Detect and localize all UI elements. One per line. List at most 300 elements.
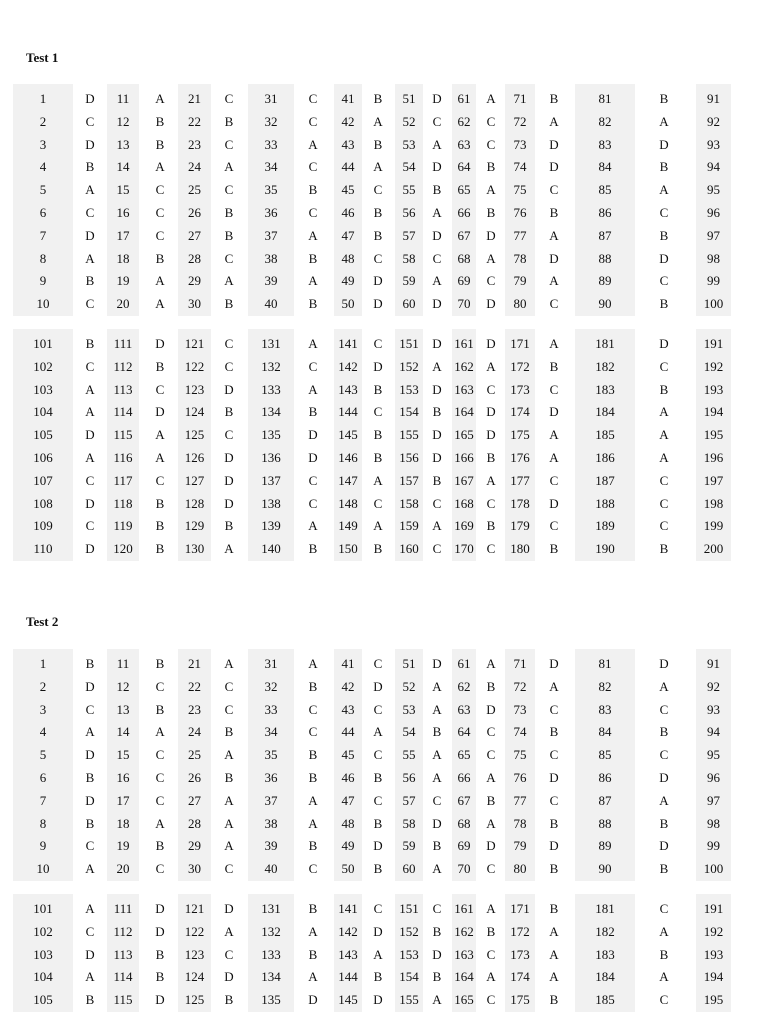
answer-letter: A xyxy=(549,969,559,985)
question-number: 47 xyxy=(341,792,355,808)
answer-letter: A xyxy=(486,901,496,916)
answer-letter: B xyxy=(155,358,165,374)
answer-letter: C xyxy=(308,91,318,106)
question-number: 25 xyxy=(188,182,201,198)
question-number: 83 xyxy=(598,701,612,717)
answer-letter: D xyxy=(373,838,383,854)
answer-letter: A xyxy=(308,815,318,831)
answer-letter: B xyxy=(659,541,669,557)
answer-letter: A xyxy=(308,136,318,152)
question-number: 64 xyxy=(457,724,471,740)
question-number: 58 xyxy=(402,250,416,266)
question-number: 78 xyxy=(513,250,527,266)
question-number: 8 xyxy=(39,250,47,266)
answer-letter: A xyxy=(155,450,165,465)
answer-letter: D xyxy=(659,336,669,351)
answer-letter: B xyxy=(432,969,442,985)
answer-letter: D xyxy=(308,427,318,443)
answer-letter: C xyxy=(373,336,383,351)
question-number: 85 xyxy=(598,182,612,198)
answer-letter: C xyxy=(308,159,318,175)
question-number: 30 xyxy=(188,861,201,877)
question-number: 59 xyxy=(402,273,416,289)
answer-letter: C xyxy=(486,381,496,397)
answer-letter: D xyxy=(373,678,383,694)
answer-letter: C xyxy=(373,250,383,266)
question-number: 143 xyxy=(338,946,358,962)
answer-letter: C xyxy=(432,495,442,511)
answer-letter: C xyxy=(659,205,669,220)
question-number: 131 xyxy=(261,336,281,351)
question-number: 141 xyxy=(338,336,358,351)
question-number: 147 xyxy=(338,472,358,488)
question-number: 142 xyxy=(338,358,358,374)
question-number: 41 xyxy=(341,91,355,106)
answer-letter: A xyxy=(659,678,669,694)
question-number: 122 xyxy=(184,923,205,939)
question-number: 191 xyxy=(703,901,724,916)
answer-letter: B xyxy=(224,404,234,420)
answer-letter: A xyxy=(486,815,496,831)
question-number: 172 xyxy=(510,358,530,374)
answer-letter: A xyxy=(432,358,442,374)
answer-letter: D xyxy=(224,901,234,916)
answer-letter: D xyxy=(85,946,95,962)
question-number: 68 xyxy=(457,250,471,266)
answer-letter: B xyxy=(549,861,559,877)
answer-letter: D xyxy=(549,136,559,152)
question-number: 98 xyxy=(707,815,720,831)
question-number: 124 xyxy=(184,404,205,420)
question-number: 9 xyxy=(39,838,47,854)
question-number: 163 xyxy=(454,381,474,397)
question-number: 51 xyxy=(402,91,416,106)
answer-letter: B xyxy=(659,861,669,877)
question-number: 19 xyxy=(116,838,130,854)
question-number: 61 xyxy=(457,656,471,671)
answer-letter: B xyxy=(85,656,95,671)
question-number: 86 xyxy=(598,205,612,220)
question-number: 133 xyxy=(261,946,281,962)
answer-letter: A xyxy=(224,273,234,289)
question-number: 104 xyxy=(33,404,53,420)
answer-letter: B xyxy=(155,518,165,534)
answer-letter: A xyxy=(549,923,559,939)
question-number: 90 xyxy=(598,861,612,877)
answer-letter: A xyxy=(659,427,669,443)
question-number: 11 xyxy=(116,656,130,671)
answer-letter: C xyxy=(486,273,496,289)
question-number: 49 xyxy=(341,838,355,854)
question-number: 102 xyxy=(33,358,53,374)
question-number: 167 xyxy=(454,472,474,488)
answer-letter: A xyxy=(308,227,318,243)
answer-letter: B xyxy=(308,541,318,557)
answer-letter: C xyxy=(224,136,234,152)
question-number: 28 xyxy=(188,815,201,831)
question-number: 57 xyxy=(402,792,416,808)
answer-letter: C xyxy=(373,404,383,420)
answer-letter: C xyxy=(308,724,318,740)
answer-letter: B xyxy=(432,472,442,488)
question-number: 187 xyxy=(595,472,615,488)
question-number: 135 xyxy=(261,992,281,1008)
answer-letter: D xyxy=(659,770,669,785)
answer-letter: B xyxy=(155,969,165,985)
answer-letter: B xyxy=(486,518,496,534)
question-number: 103 xyxy=(33,381,53,397)
question-number: 120 xyxy=(113,541,133,557)
answer-letter: D xyxy=(373,358,383,374)
question-number: 193 xyxy=(703,381,724,397)
question-number: 173 xyxy=(510,946,530,962)
question-number: 27 xyxy=(188,227,201,243)
answer-letter: A xyxy=(308,518,318,534)
question-number: 159 xyxy=(399,518,419,534)
question-number: 124 xyxy=(184,969,205,985)
question-number: 92 xyxy=(707,678,720,694)
answer-letter: B xyxy=(549,358,559,374)
question-number: 58 xyxy=(402,815,416,831)
answer-letter: C xyxy=(432,250,442,266)
question-number: 34 xyxy=(264,724,278,740)
answer-letter: A xyxy=(155,724,165,740)
question-number: 183 xyxy=(595,946,615,962)
question-number: 16 xyxy=(116,205,130,220)
answer-letter: D xyxy=(224,381,234,397)
answer-letter: A xyxy=(224,747,234,763)
answer-letter: A xyxy=(549,336,559,351)
answer-letter: A xyxy=(373,946,383,962)
question-number: 91 xyxy=(707,656,720,671)
answer-letter: D xyxy=(549,656,559,671)
question-number: 33 xyxy=(264,701,278,717)
question-number: 69 xyxy=(457,838,471,854)
answer-letter: A xyxy=(486,91,496,106)
question-number: 21 xyxy=(188,656,201,671)
question-number: 69 xyxy=(457,273,471,289)
question-number: 121 xyxy=(184,336,205,351)
answer-letter: A xyxy=(85,861,95,877)
question-number: 6 xyxy=(39,770,47,785)
question-number: 185 xyxy=(595,992,615,1008)
answer-letter: D xyxy=(85,91,95,106)
question-number: 72 xyxy=(513,678,527,694)
answer-letter: A xyxy=(155,159,165,175)
answer-letter: C xyxy=(659,495,669,511)
answer-letter: D xyxy=(224,450,234,465)
question-number: 180 xyxy=(510,541,530,557)
question-number: 105 xyxy=(33,992,53,1008)
answer-letter: A xyxy=(224,656,234,671)
question-number: 162 xyxy=(454,358,474,374)
answer-letter: C xyxy=(549,701,559,717)
question-number: 115 xyxy=(113,992,133,1008)
question-number: 76 xyxy=(513,770,527,785)
question-number: 86 xyxy=(598,770,612,785)
question-number: 62 xyxy=(457,678,471,694)
question-number: 140 xyxy=(261,541,281,557)
answer-letter: C xyxy=(224,861,234,877)
question-number: 31 xyxy=(264,656,278,671)
question-number: 42 xyxy=(341,113,355,129)
question-number: 70 xyxy=(457,296,471,312)
question-number: 198 xyxy=(703,495,724,511)
question-number: 196 xyxy=(703,450,724,465)
answer-letter: B xyxy=(373,427,383,443)
question-number: 16 xyxy=(116,770,130,785)
question-number: 113 xyxy=(113,946,133,962)
question-number: 65 xyxy=(457,182,471,198)
answer-letter: D xyxy=(486,701,496,717)
question-number: 82 xyxy=(598,113,612,129)
answer-letter: D xyxy=(486,336,496,351)
answer-letter: B xyxy=(486,678,496,694)
answer-letter: D xyxy=(486,427,496,443)
answer-letter: C xyxy=(659,901,669,916)
question-number: 67 xyxy=(457,792,471,808)
answer-letter: A xyxy=(659,182,669,198)
answer-letter: A xyxy=(486,358,496,374)
answer-letter: C xyxy=(224,946,234,962)
answer-letter: B xyxy=(659,227,669,243)
answer-letter: C xyxy=(373,701,383,717)
answer-letter: B xyxy=(85,770,95,785)
question-number: 137 xyxy=(261,472,281,488)
answer-letter: C xyxy=(486,747,496,763)
answer-letter: C xyxy=(373,182,383,198)
answer-letter: D xyxy=(432,296,442,312)
answer-letter: A xyxy=(308,792,318,808)
question-number: 12 xyxy=(116,113,130,129)
question-number: 47 xyxy=(341,227,355,243)
answer-letter: C xyxy=(85,113,95,129)
question-number: 79 xyxy=(513,838,527,854)
question-number: 85 xyxy=(598,747,612,763)
question-number: 177 xyxy=(510,472,530,488)
question-number: 81 xyxy=(598,91,612,106)
question-number: 169 xyxy=(454,518,474,534)
question-number: 134 xyxy=(261,404,281,420)
question-number: 182 xyxy=(595,358,615,374)
question-number: 112 xyxy=(113,923,133,939)
answer-letter: C xyxy=(432,541,442,557)
answer-letter: A xyxy=(85,250,95,266)
question-number: 144 xyxy=(338,969,358,985)
question-number: 192 xyxy=(703,923,724,939)
question-number: 27 xyxy=(188,792,201,808)
answer-letter: B xyxy=(155,701,165,717)
answer-letter: B xyxy=(373,770,383,785)
question-number: 39 xyxy=(264,838,278,854)
answer-letter: D xyxy=(373,992,383,1008)
answer-letter: B xyxy=(155,495,165,511)
answer-letter: A xyxy=(659,969,669,985)
question-number: 31 xyxy=(264,91,278,106)
answer-letter: C xyxy=(549,182,559,198)
answer-letter: C xyxy=(155,861,165,877)
answer-letter: A xyxy=(549,450,559,465)
answer-letter: C xyxy=(224,358,234,374)
question-number: 51 xyxy=(402,656,416,671)
answer-letter: C xyxy=(486,541,496,557)
question-number: 4 xyxy=(39,724,47,740)
question-number: 100 xyxy=(703,861,724,877)
answer-letter: A xyxy=(432,992,442,1008)
question-number: 199 xyxy=(703,518,724,534)
answer-letter: C xyxy=(373,656,383,671)
question-number: 23 xyxy=(188,701,201,717)
answer-letter: D xyxy=(308,992,318,1008)
answer-letter: A xyxy=(308,273,318,289)
question-number: 84 xyxy=(598,724,612,740)
answer-letter: A xyxy=(85,901,95,916)
question-number: 152 xyxy=(399,923,419,939)
question-number: 32 xyxy=(264,113,278,129)
question-number: 42 xyxy=(341,678,355,694)
question-number: 178 xyxy=(510,495,530,511)
question-number: 174 xyxy=(510,969,530,985)
answer-letter: B xyxy=(549,815,559,831)
question-number: 75 xyxy=(513,747,527,763)
question-number: 25 xyxy=(188,747,201,763)
answer-letter: B xyxy=(308,946,318,962)
answer-letter: C xyxy=(155,227,165,243)
answer-letter: B xyxy=(486,792,496,808)
question-number: 53 xyxy=(402,701,416,717)
answer-letter: A xyxy=(155,815,165,831)
answer-letter: C xyxy=(308,205,318,220)
question-number: 195 xyxy=(703,992,724,1008)
answer-letter: B xyxy=(432,724,442,740)
question-number: 91 xyxy=(707,91,720,106)
question-number: 121 xyxy=(184,901,205,916)
answer-letter: A xyxy=(155,273,165,289)
answer-letter: A xyxy=(659,792,669,808)
answer-letter: B xyxy=(659,91,669,106)
question-number: 44 xyxy=(341,724,355,740)
question-number: 148 xyxy=(338,495,358,511)
answer-letter: B xyxy=(373,136,383,152)
answer-letter: B xyxy=(486,923,496,939)
answer-letter: B xyxy=(224,113,234,129)
question-number: 15 xyxy=(116,747,130,763)
question-number: 10 xyxy=(36,861,50,877)
answer-letter: A xyxy=(486,182,496,198)
question-number: 165 xyxy=(454,427,474,443)
question-number: 103 xyxy=(33,946,53,962)
question-number: 20 xyxy=(116,296,130,312)
question-number: 98 xyxy=(707,250,720,266)
question-number: 18 xyxy=(116,815,130,831)
answer-letter: D xyxy=(155,992,165,1008)
question-number: 184 xyxy=(595,969,615,985)
answer-letter: B xyxy=(224,205,234,220)
answer-letter: D xyxy=(224,472,234,488)
question-number: 106 xyxy=(33,450,53,465)
answer-letter: D xyxy=(549,495,559,511)
answer-letter: D xyxy=(85,427,95,443)
question-number: 68 xyxy=(457,815,471,831)
question-number: 4 xyxy=(39,159,47,175)
question-number: 105 xyxy=(33,427,53,443)
answer-letter: A xyxy=(549,273,559,289)
question-number: 114 xyxy=(113,969,133,985)
question-number: 36 xyxy=(264,205,278,220)
question-number: 73 xyxy=(513,136,527,152)
answer-letter: B xyxy=(659,815,669,831)
question-number: 87 xyxy=(598,227,612,243)
answer-letter: B xyxy=(155,656,165,671)
answer-letter: A xyxy=(549,227,559,243)
question-number: 66 xyxy=(457,205,471,220)
question-number: 49 xyxy=(341,273,355,289)
question-number: 70 xyxy=(457,861,471,877)
question-number: 38 xyxy=(264,250,278,266)
answer-letter: C xyxy=(224,427,234,443)
answer-letter: D xyxy=(85,495,95,511)
answer-letter: B xyxy=(432,182,442,198)
answer-letter: C xyxy=(486,724,496,740)
answer-letter: B xyxy=(308,182,318,198)
answer-letter: B xyxy=(549,205,559,220)
question-number: 32 xyxy=(264,678,278,694)
answer-letter: A xyxy=(224,815,234,831)
answer-letter: C xyxy=(155,792,165,808)
question-number: 33 xyxy=(264,136,278,152)
answer-letter: D xyxy=(85,678,95,694)
answer-letter: C xyxy=(224,182,234,198)
question-number: 170 xyxy=(454,541,474,557)
question-number: 87 xyxy=(598,792,612,808)
question-number: 55 xyxy=(402,182,416,198)
answer-letter: A xyxy=(155,91,165,106)
question-number: 141 xyxy=(338,901,358,916)
question-number: 128 xyxy=(184,495,205,511)
question-number: 161 xyxy=(454,901,474,916)
answer-letter: A xyxy=(549,113,559,129)
question-number: 104 xyxy=(33,969,53,985)
question-number: 62 xyxy=(457,113,471,129)
answer-letter: A xyxy=(659,923,669,939)
answer-letter: C xyxy=(85,472,95,488)
answer-letter: A xyxy=(224,541,234,557)
answer-letter: B xyxy=(373,205,383,220)
answer-letter: C xyxy=(85,358,95,374)
question-number: 111 xyxy=(113,336,133,351)
answer-letter: B xyxy=(85,992,95,1008)
answer-letter: A xyxy=(85,724,95,740)
question-number: 34 xyxy=(264,159,278,175)
question-number: 17 xyxy=(116,792,130,808)
answer-letter: B xyxy=(432,404,442,420)
question-number: 200 xyxy=(703,541,724,557)
question-number: 182 xyxy=(595,923,615,939)
question-number: 37 xyxy=(264,792,278,808)
answer-letter: D xyxy=(432,91,442,106)
answer-letter: A xyxy=(432,747,442,763)
answer-letter: B xyxy=(308,770,318,785)
answer-letter: C xyxy=(486,495,496,511)
question-number: 127 xyxy=(184,472,205,488)
answer-letter: C xyxy=(659,701,669,717)
question-number: 99 xyxy=(707,273,720,289)
answer-letter: C xyxy=(659,273,669,289)
answer-letter: A xyxy=(373,113,383,129)
answer-letter: C xyxy=(308,701,318,717)
question-number: 3 xyxy=(39,136,47,152)
answer-letter: A xyxy=(486,472,496,488)
